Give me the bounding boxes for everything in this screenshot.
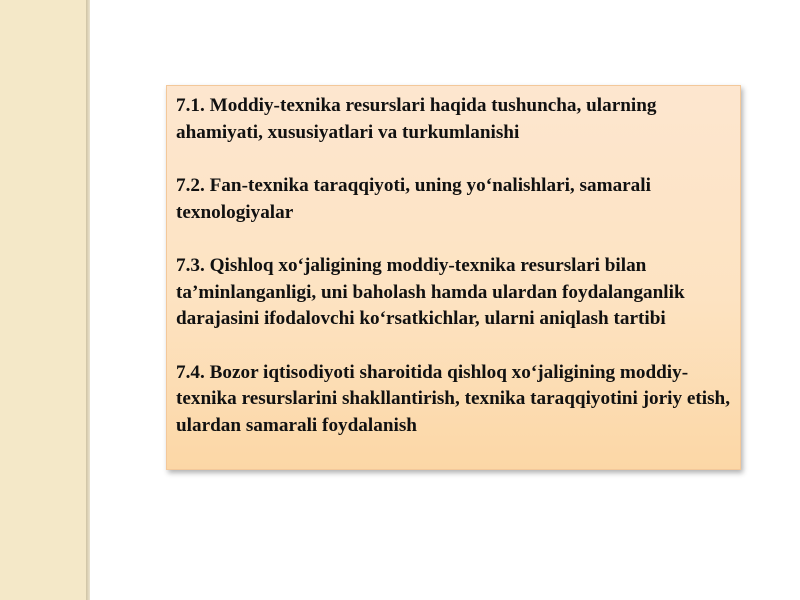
left-decorative-band <box>0 0 86 600</box>
topic-item-7-3: 7.3. Qishloq xo‘jaligining moddiy-texnika resurslari bilan ta’minlanganligi, uni baholash hamda ulardan foydalanganlik darajasini ifodalovchi ko‘rsatkichlar, ularni aniqlash tartibi <box>176 255 685 329</box>
topic-item-7-4: 7.4. Bozor iqtisodiyoti sharoitida qishloq xo‘jaligining moddiy-texnika resurslarini shakllantirish, texnika taraqqiyotini joriy etish, ulardan samarali foydalanish <box>176 361 731 436</box>
left-band-edge <box>86 0 90 600</box>
topic-item-7-1: 7.1. Moddiy-texnika resurslari haqida tushuncha, ularning ahamiyati, xususiyatlari va turkumlanishi <box>176 95 657 143</box>
topics-box <box>166 85 741 470</box>
topic-item-7-2: 7.2. Fan-texnika taraqqiyoti, uning yo‘nalishlari, samarali texnologiyalar <box>176 175 651 223</box>
